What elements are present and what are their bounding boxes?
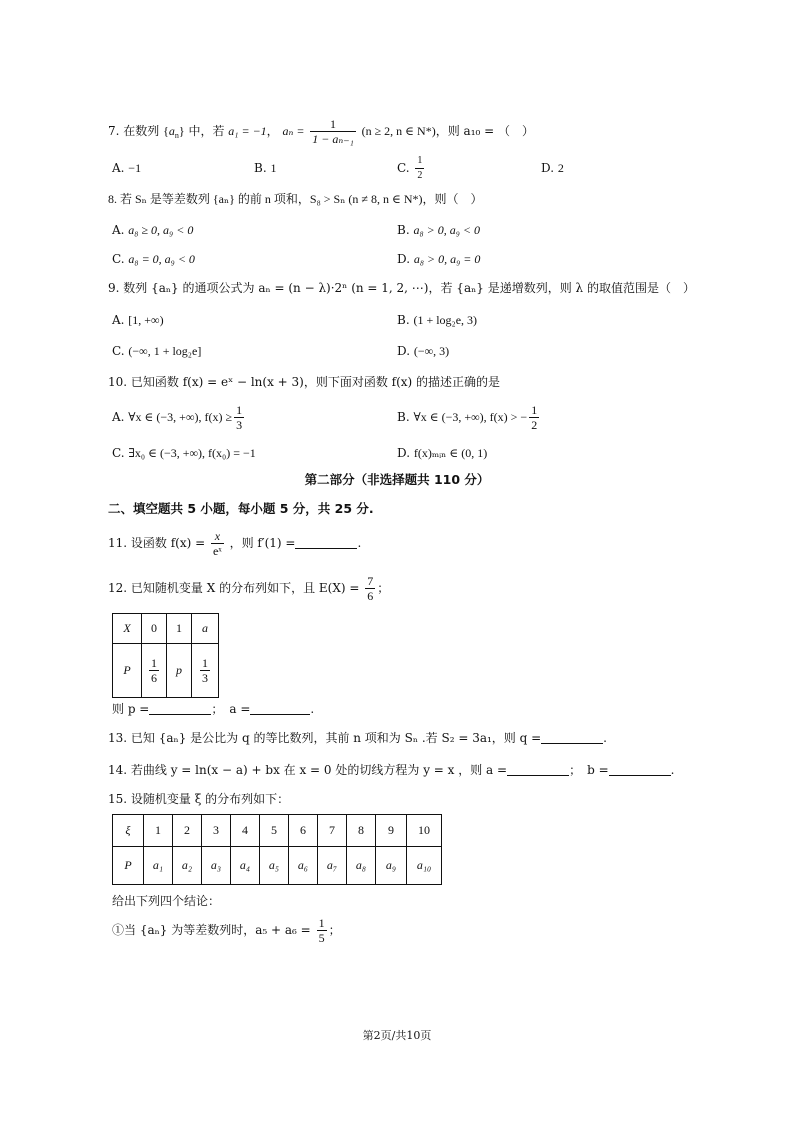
q9-option-a: A. [1, +∞) [112, 313, 164, 327]
q15-prob-label: P [113, 847, 144, 885]
q15-prob-cell: a₇ [318, 847, 347, 885]
q10-option-c: C. ∃x₀ ∈ (−3, +∞), f(x₀) = −1 [112, 446, 256, 460]
q12-stem: 12. 已知随机变量 X 的分布列如下，且 E(X) = $\frac{7}{6}$ ； [108, 574, 390, 603]
q8-option-d: D. a₈ > 0, a₉ = 0 [397, 252, 481, 266]
q15-prob-cell: a₆ [289, 847, 318, 885]
page-footer: 第2页/共10页 [362, 1029, 432, 1042]
q10-stem: 10. 已知函数 f(x) = eˣ − ln(x + 3)，则下面对函数 f(x) 的描述正确的是 [108, 375, 501, 389]
q15-header-cell: 8 [347, 815, 376, 847]
q15-header-cell: 5 [260, 815, 289, 847]
q8-option-b: B. a₈ > 0, a₉ < 0 [397, 223, 480, 237]
q7-option-a: A. −1 [112, 161, 142, 175]
q15-header-cell: 2 [173, 815, 202, 847]
q14-a-blank[interactable] [507, 763, 569, 776]
part2-title: 第二部分（非选择题共 110 分） [304, 472, 490, 487]
q13-answer-blank[interactable] [541, 731, 603, 744]
q7-stem: 7. 在数列 $\{a_n\}$ 中，若 a₁ = −1， aₙ = $\frac{1}{\text{1 − aₙ₋₁}}$ (n ≥ 2, n ∈ N*)，则 a₁₀ = （ ） [108, 117, 535, 146]
q15-prob-cell: a₃ [202, 847, 231, 885]
q9-stem: 9. 数列 {aₙ} 的通项公式为 aₙ = (n − λ)·2ⁿ (n = 1, 2, ⋯)，若 {aₙ} 是递增数列，则 λ 的取值范围是（ ） [108, 281, 695, 295]
q15-prob-cell: a₅ [260, 847, 289, 885]
q15-prob-cell: a₉ [376, 847, 407, 885]
q15-header-cell: 10 [407, 815, 442, 847]
q15-header-cell: 3 [202, 815, 231, 847]
q7-option-b: B. 1 [254, 161, 277, 175]
q9-option-c: C. (−∞, 1 + log₂e] [112, 344, 202, 358]
q8-stem: 8. 若 Sₙ 是等差数列 {aₙ} 的前 n 项和，S₈ > Sₙ (n ≠ 8, n ∈ N*)，则（ ） [108, 192, 483, 206]
q15-prob-cell: a₄ [231, 847, 260, 885]
q15-prob-cell: a₈ [347, 847, 376, 885]
q9-option-d: D. (−∞, 3) [397, 344, 450, 358]
q15-prob-cell: a₂ [173, 847, 202, 885]
q15-prob-cell: a₁₀ [407, 847, 442, 885]
q15-header-xi: ξ [113, 815, 144, 847]
q10-option-d: D. f(x)ₘᵢₙ ∈ (0, 1) [397, 446, 488, 460]
q7-option-c: C. $\frac{1}{2}$ [397, 155, 423, 181]
q15-stem: 15. 设随机变量 ξ 的分布列如下： [108, 792, 290, 806]
q13-stem: 13. 已知 {aₙ} 是公比为 q 的等比数列，其前 n 项和为 Sₙ .若 S₂ = 3a₁，则 q = . [108, 731, 607, 745]
q9-option-b: B. (1 + log₂e, 3) [397, 313, 478, 327]
q15-conclusion-1: ①当 {aₙ} 为等差数列时，a₅ + a₆ = $\frac{1}{5}$ ； [112, 916, 341, 945]
q7-option-d: D. 2 [541, 161, 564, 175]
q14-b-blank[interactable] [609, 763, 671, 776]
q15-header-cell: 4 [231, 815, 260, 847]
q10-option-b: B. ∀x ∈ (−3, +∞), f(x) > − $\frac{1}{2}$ [397, 403, 538, 432]
q15-header-cell: 1 [144, 815, 173, 847]
q8-option-a: A. a₈ ≥ 0, a₉ < 0 [112, 223, 194, 237]
q11-answer-blank[interactable] [295, 536, 357, 549]
q15-header-cell: 9 [376, 815, 407, 847]
q12-distribution-table: X 0 1 a P $\frac{1}{6}$ p $\frac{1}{3}$ [112, 613, 219, 698]
section2-heading: 二、填空题共 5 小题，每小题 5 分，共 25 分. [108, 501, 374, 516]
q10-option-a: A. ∀x ∈ (−3, +∞), f(x) ≥ $\frac{1}{3}$ [112, 403, 243, 432]
q14-stem: 14. 若曲线 y = ln(x − a) + bx 在 x = 0 处的切线方程为 y = x ，则 a = ； b = . [108, 763, 675, 777]
q15-header-cell: 6 [289, 815, 318, 847]
q12-p-blank[interactable] [149, 702, 211, 715]
q15-prob-cell: a₁ [144, 847, 173, 885]
q15-intro: 给出下列四个结论： [112, 894, 221, 908]
q11-stem: 11. 设函数 f(x) = $\frac{x}{\text{eˣ}}$ ，则 f′(1) = . [108, 529, 362, 558]
q8-option-c: C. a₈ = 0, a₉ < 0 [112, 252, 195, 266]
q7-seq: $\{a_n\}$ [163, 124, 185, 140]
q12-answer: 则 p = ； a = . [112, 702, 315, 716]
q15-header-cell: 7 [318, 815, 347, 847]
q7-fraction: $\frac{1}{\text{1 − aₙ₋₁}}$ [312, 117, 354, 146]
q12-a-blank[interactable] [250, 702, 310, 715]
q15-distribution-table [112, 814, 442, 885]
